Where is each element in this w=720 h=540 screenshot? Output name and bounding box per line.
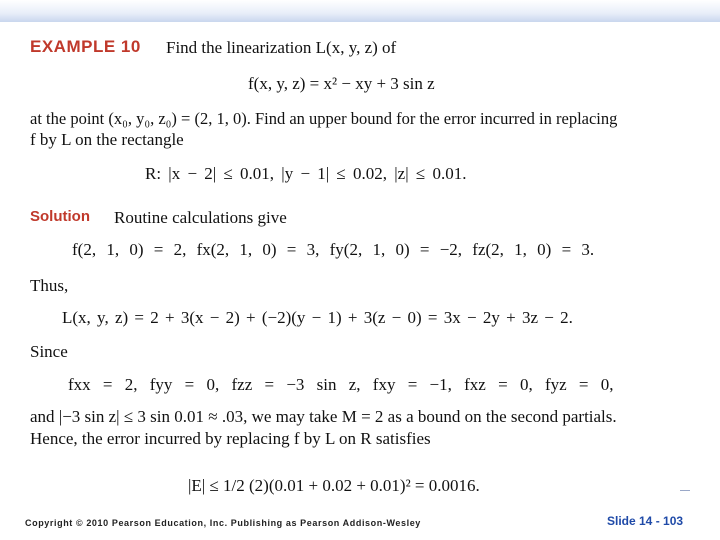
linearization-formula: L(x, y, z) = 2 + 3(x − 2) + (−2)(y − 1) + 3(z − 0) = 3x − 2y + 3z − 2. — [62, 308, 573, 327]
second-partials: fxx = 2, fyy = 0, fzz = −3 sin z, fxy = −1, fxz = 0, fyz = 0, — [68, 375, 614, 394]
slide-number: Slide 14 - 103 — [607, 514, 684, 528]
top-gradient-bar — [0, 0, 720, 22]
first-partials: f(2, 1, 0) = 2, fx(2, 1, 0) = 3, fy(2, 1, 0) = −2, fz(2, 1, 0) = 3. — [72, 240, 595, 259]
since-text: Since — [30, 342, 68, 361]
decorative-tick — [680, 490, 690, 491]
example-intro: Find the linearization L(x, y, z) of — [166, 38, 397, 57]
rectangle-definition: R: |x − 2| ≤ 0.01, |y − 1| ≤ 0.02, |z| ≤ 0.01. — [145, 164, 467, 183]
solution-label: Solution — [30, 208, 90, 225]
rectangle-lead: f by L on the rectangle — [30, 130, 184, 149]
error-bound: |E| ≤ 1/2 (2)(0.01 + 0.02 + 0.01)² = 0.0016. — [188, 476, 480, 495]
function-definition: f(x, y, z) = x² − xy + 3 sin z — [248, 74, 435, 93]
routine-text: Routine calculations give — [114, 208, 287, 227]
thus-text: Thus, — [30, 276, 69, 295]
copyright-footer: Copyright © 2010 Pearson Education, Inc. Publishing as Pearson Addison-Wesley — [25, 518, 421, 528]
point-statement: at the point (x₀, y₀, z₀) = (2, 1, 0). Find an upper bound for the error incurred in replacing — [30, 109, 618, 128]
example-label: EXAMPLE 10 — [30, 37, 141, 56]
bound-statement: and |−3 sin z| ≤ 3 sin 0.01 ≈ .03, we may take M = 2 as a bound on the second partials. — [30, 407, 617, 426]
hence-statement: Hence, the error incurred by replacing f by L on R satisfies — [30, 429, 431, 448]
